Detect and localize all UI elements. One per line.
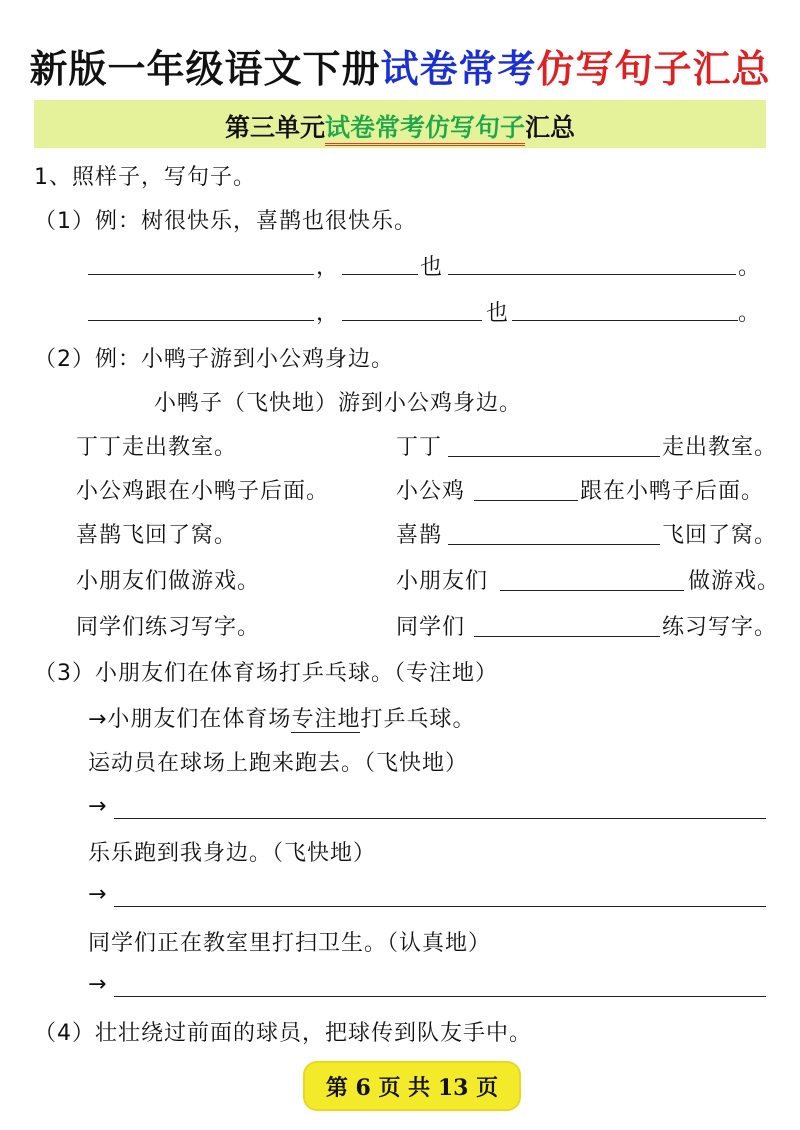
subtitle-part-2: 试卷常考仿写句子 xyxy=(325,113,525,146)
row-left: 丁丁走出教室。 xyxy=(76,435,238,460)
row-prefix: 同学们 xyxy=(396,615,466,640)
subtitle xyxy=(0,108,800,144)
part4-example: （4）壮壮绕过前面的球员，把球传到队友手中。 xyxy=(34,1021,532,1046)
arrow-text: → xyxy=(88,972,108,997)
blank-line[interactable] xyxy=(342,274,418,275)
blank-line[interactable] xyxy=(342,320,482,321)
row-suffix: 做游戏。 xyxy=(688,569,781,594)
row-left: 喜鹊飞回了窝。 xyxy=(76,523,238,548)
answer-post: 打乒乓球。 xyxy=(360,707,476,732)
ye-text: 也 xyxy=(486,301,510,326)
row-suffix: 走出教室。 xyxy=(662,435,778,460)
arrow-text: → xyxy=(88,882,108,907)
page-indicator-text: 第 6 页 共 13 页 xyxy=(325,1075,499,1101)
comma-text: ， xyxy=(316,301,340,326)
title-part-3: 仿写句子汇总 xyxy=(536,47,771,91)
part3-item: 运动员在球场上跑来跑去。（飞快地） xyxy=(88,751,469,776)
part2-example-2: 小鸭子（飞快地）游到小公鸡身边。 xyxy=(154,391,523,416)
answer-line[interactable] xyxy=(114,996,766,997)
row-left: 小公鸡跟在小鸭子后面。 xyxy=(76,479,330,504)
row-left: 小朋友们做游戏。 xyxy=(76,569,261,594)
ye-text: 也 xyxy=(420,255,444,280)
subtitle-part-1: 第三单元 xyxy=(224,113,325,142)
title-part-2: 试卷常考 xyxy=(380,47,537,91)
part3-item: 乐乐跑到我身边。（飞快地） xyxy=(88,841,377,866)
part1-example: （1）例：树很快乐，喜鹊也很快乐。 xyxy=(34,209,417,234)
row-prefix: 喜鹊 xyxy=(396,523,443,548)
blank-line[interactable] xyxy=(500,590,684,591)
blank-line[interactable] xyxy=(448,274,736,275)
answer-line[interactable] xyxy=(114,818,766,819)
subtitle-part-3: 汇总 xyxy=(525,113,576,142)
comma-text: ， xyxy=(316,255,340,280)
blank-line[interactable] xyxy=(474,500,578,501)
part2-example: （2）例：小鸭子游到小公鸡身边。 xyxy=(34,347,394,372)
part3-example: （3）小朋友们在体育场打乒乓球。（专注地） xyxy=(34,661,498,686)
row-prefix: 小公鸡 xyxy=(396,479,466,504)
answer-word: 专注地 xyxy=(291,707,361,732)
row-suffix: 飞回了窝。 xyxy=(662,523,778,548)
blank-line[interactable] xyxy=(88,320,314,321)
part3-item: 同学们正在教室里打扫卫生。（认真地） xyxy=(88,931,492,956)
row-left: 同学们练习写字。 xyxy=(76,615,261,640)
answer-pre: →小朋友们在体育场 xyxy=(88,707,292,732)
period-text: 。 xyxy=(738,255,762,280)
blank-line[interactable] xyxy=(448,456,660,457)
page-title xyxy=(0,38,800,93)
blank-line[interactable] xyxy=(88,274,314,275)
row-prefix: 小朋友们 xyxy=(396,569,489,594)
answer-line[interactable] xyxy=(114,906,766,907)
blank-line[interactable] xyxy=(474,636,660,637)
period-text: 。 xyxy=(738,301,762,326)
row-suffix: 跟在小鸭子后面。 xyxy=(580,479,765,504)
blank-line[interactable] xyxy=(448,544,660,545)
arrow-text: → xyxy=(88,794,108,819)
row-suffix: 练习写字。 xyxy=(662,615,778,640)
row-prefix: 丁丁 xyxy=(396,435,443,460)
blank-line[interactable] xyxy=(512,320,738,321)
question-heading: 1、照样子，写句子。 xyxy=(34,165,256,190)
title-part-1: 新版一年级语文下册 xyxy=(29,47,381,91)
part3-example-answer xyxy=(88,702,475,733)
